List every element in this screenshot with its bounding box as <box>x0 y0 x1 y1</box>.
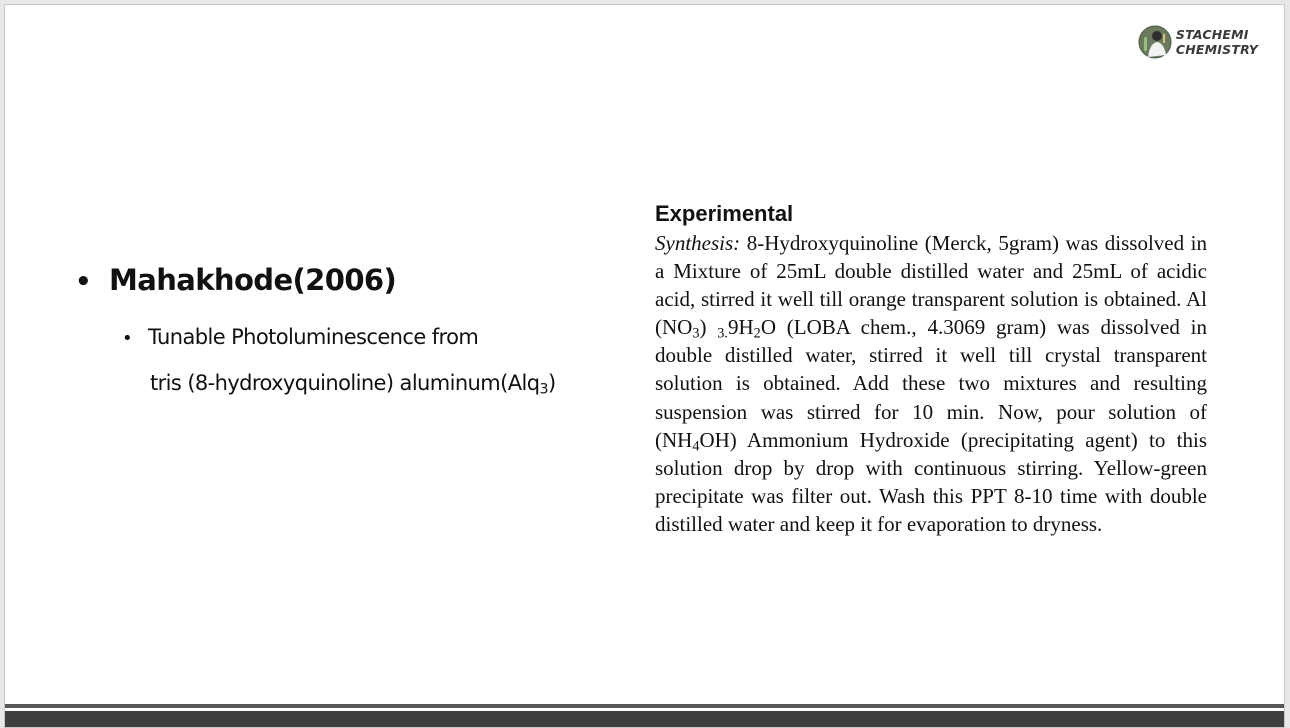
logo-text <box>1176 27 1258 57</box>
bullet-dot: • <box>122 328 133 349</box>
bullet-level-2 <box>122 325 625 398</box>
left-column <box>65 263 625 398</box>
sub-bullet-line-2: tris (8-hydroxyquinoline) aluminum(Alq$_3$) <box>150 371 556 398</box>
slide <box>4 4 1285 728</box>
sub-bullet-line-1: Tunable Photoluminescence from <box>148 325 479 349</box>
experimental-paragraph: Synthesis: 8-Hydroxyquinoline (Merck, 5gram) was dissolved in a Mixture of 25mL double distilled water and 25mL of acidic acid, stirred it well till orange transparent solution is obtained. Al $(NO_3)$ $_{3.}9H_2O$ (LOBA chem., 4.3069 gram) was dissolved in double distilled water, stirred it well till crystal transparent solution is obtained. Add these two mixtures and resulting suspension was stirred for 10 min. Now, pour solution of $(NH_4OH)$ Ammonium Hydroxide (precipitating agent) to this solution drop by drop with continuous stirring. Yellow-green precipitate was filter out. Wash this PPT 8-10 time with double distilled water and keep it for evaporation to dryness. <box>655 231 1207 536</box>
section-title: Experimental <box>655 201 794 226</box>
logo <box>1138 25 1258 59</box>
paragraph-lead: Synthesis: <box>655 231 741 255</box>
bullet-level-1 <box>75 263 625 297</box>
logo-icon <box>1138 25 1172 59</box>
bullet-dot: • <box>75 267 92 297</box>
footer-bar-thin <box>5 704 1284 708</box>
logo-line-2: CHEMISTRY <box>1175 42 1258 57</box>
logo-line-1: STACHEMI <box>1175 27 1249 42</box>
footer-bar-thick <box>5 711 1284 727</box>
author-heading: Mahakhode(2006) <box>109 263 397 297</box>
right-column <box>655 201 1207 538</box>
